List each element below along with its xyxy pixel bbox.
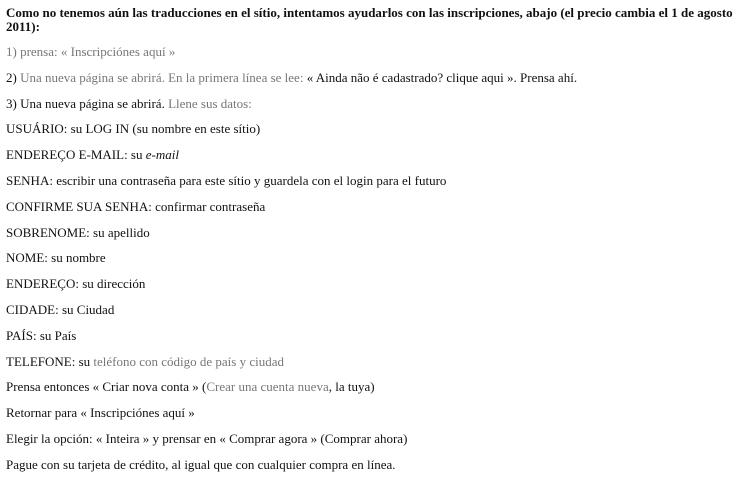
step-3-prefix: 3) Una nueva página se abrirá. [6,95,169,111]
field-cidade: CIDADE: su Ciudad [6,301,115,317]
field-confirme: CONFIRME SUA SENHA: confirmar contraseña [6,198,266,214]
step-1 [6,44,739,60]
step-2-prefix: 2) [6,69,21,85]
pague-line: Pague con su tarjeta de crédito, al igual que con cualquier compra en línea. [6,456,396,472]
elegir-line: Elegir la opción: « Inteira » y prensar en « Comprar agora » (Comprar ahora) [6,430,408,446]
field-usuario: USUÁRIO: su LOG IN (su nombre en este sítio) [6,121,261,137]
prensa-suffix: , la tuya) [328,379,375,395]
field-email-em: e-mail [145,147,179,163]
prensa-gray: Crear una cuenta nueva [206,379,329,395]
field-nome: NOME: su nombre [6,250,106,266]
step-3-gray: Llene sus datos: [168,95,252,111]
inscripciones-link[interactable]: « Inscripciónes aquí » [60,44,176,59]
field-telefone-gray: teléfono con código de país y ciudad [93,353,284,369]
field-sobrenome: SOBRENOME: su apellido [6,224,150,240]
field-email-label: ENDEREÇO E-MAIL: su [6,147,146,163]
prensa-prefix: Prensa entonces « Criar nova conta » ( [6,379,207,395]
field-telefone-label: TELEFONE: su [6,353,94,369]
step-2-gray: Una nueva página se abrirá. En la primera línea se lee: [20,69,304,85]
field-endereco: ENDEREÇO: su dirección [6,276,146,292]
step-2-rest: « Ainda não é cadastrado? clique aqui ». Prensa ahí. [303,69,578,85]
intro-heading: Como no tenemos aún las traducciones en el sítio, intentamos ayudarlos con las inscripciones, abajo (el precio cambia el 1 de agosto 2011): [6,5,733,34]
step-3 [6,96,739,112]
field-pais: PAÍS: su País [6,327,77,343]
field-email [6,147,739,163]
field-telefone [6,354,739,370]
prensa-entonces [6,379,739,395]
field-senha: SENHA: escribir una contraseña para este sítio y guardela con el login para el futuro [6,172,447,188]
retornar-line: Retornar para « Inscripciónes aquí » [6,405,195,421]
step-2 [6,70,739,86]
step-1-prefix: 1) prensa: [6,44,61,59]
